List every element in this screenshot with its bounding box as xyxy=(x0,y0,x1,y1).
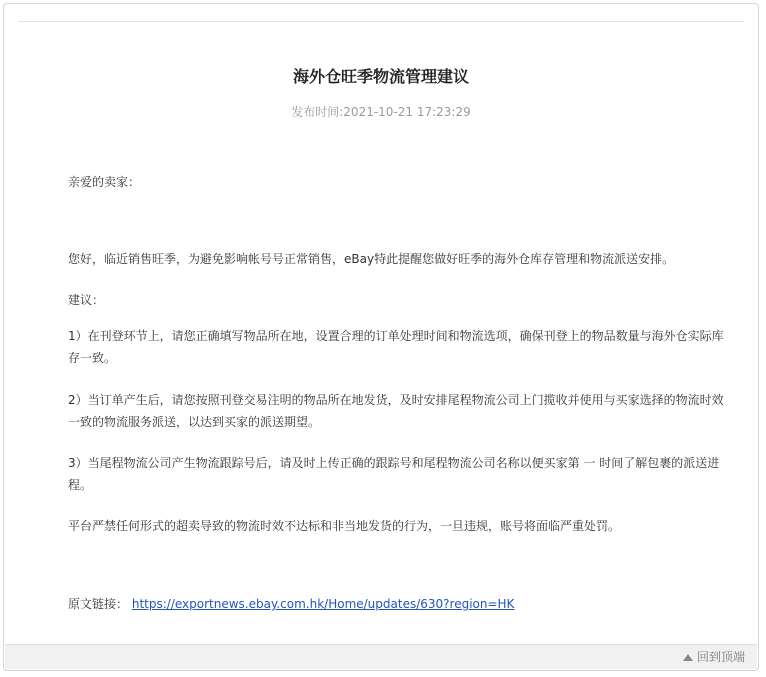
top-divider xyxy=(18,21,744,22)
source-label: 原文链接： xyxy=(68,597,129,611)
source-link[interactable]: https://exportnews.ebay.com.hk/Home/updates/630?region=HK xyxy=(131,597,515,611)
publish-time: 发布时间:2021-10-21 17:23:29 xyxy=(291,105,471,119)
greeting: 亲爱的卖家： xyxy=(68,175,141,189)
back-to-top-button[interactable] xyxy=(683,649,745,665)
article-frame xyxy=(3,3,759,671)
article-title: 海外仓旺季物流管理建议 xyxy=(292,67,469,86)
advice-item-1: 1）在刊登环节上，请您正确填写物品所在地，设置合理的订单处理时间和物流选项，确保刊登上的物品数量与海外仓实际库存一致。 xyxy=(68,329,724,365)
back-to-top-label: 回到顶端 xyxy=(696,650,745,664)
footer-bar xyxy=(5,644,757,669)
advice-item-2: 2）当订单产生后，请您按照刊登交易注明的物品所在地发货，及时安排尾程物流公司上门揽收并使用与买家选择的物流时效一致的物流服务派送，以达到买家的派送期望。 xyxy=(68,393,724,429)
source-line xyxy=(68,593,728,615)
warning-paragraph: 平台严禁任何形式的超卖导致的物流时效不达标和非当地发货的行为，一旦违规，账号将面临严重处罚。 xyxy=(68,519,621,533)
arrow-up-icon xyxy=(683,654,693,661)
intro-paragraph: 您好，临近销售旺季，为避免影响帐号号正常销售，eBay特此提醒您做好旺季的海外仓库存管理和物流派送安排。 xyxy=(68,252,675,266)
advice-item-3: 3）当尾程物流公司产生物流跟踪号后，请及时上传正确的跟踪号和尾程物流公司名称以便买家第 一 时间了解包裹的派送进程。 xyxy=(68,456,720,492)
advice-heading: 建议： xyxy=(68,293,105,307)
